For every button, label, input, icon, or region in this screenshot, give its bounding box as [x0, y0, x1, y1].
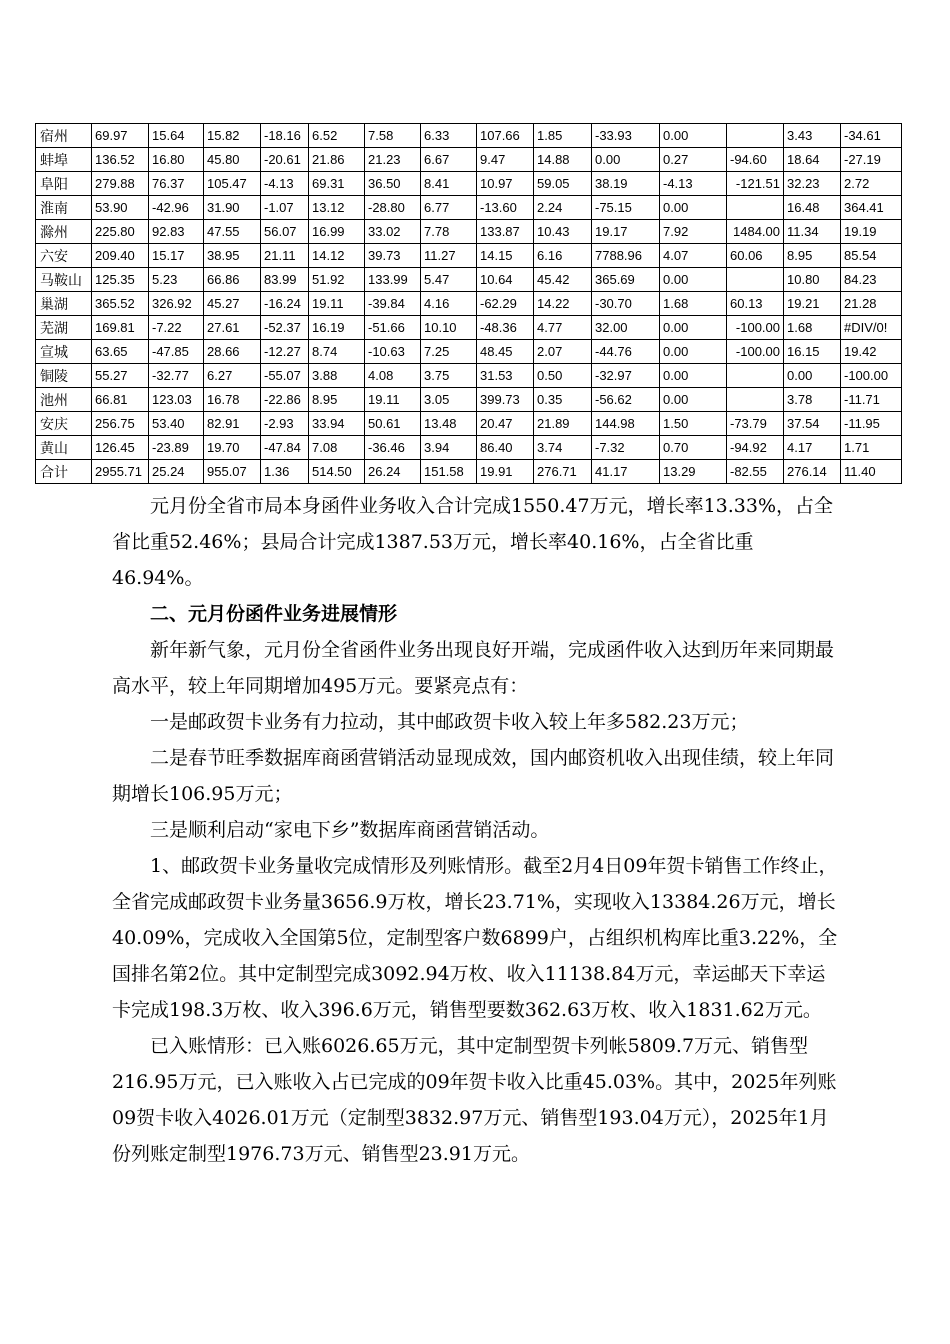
value-cell: 21.86: [309, 148, 365, 172]
value-cell: -30.70: [592, 292, 660, 316]
value-cell: 19.42: [841, 340, 902, 364]
value-cell: -20.61: [261, 148, 309, 172]
region-cell: 阜阳: [36, 172, 92, 196]
region-cell: 铜陵: [36, 364, 92, 388]
value-cell: 19.70: [204, 436, 261, 460]
value-cell: 16.15: [784, 340, 841, 364]
value-cell: 6.67: [421, 148, 477, 172]
value-cell: -23.89: [149, 436, 204, 460]
value-cell: -22.86: [261, 388, 309, 412]
value-cell: 276.71: [534, 460, 592, 484]
value-cell: [727, 124, 784, 148]
value-cell: -39.84: [365, 292, 421, 316]
value-cell: 36.50: [365, 172, 421, 196]
value-cell: 11.27: [421, 244, 477, 268]
value-cell: 144.98: [592, 412, 660, 436]
value-cell: 0.00: [660, 388, 727, 412]
value-cell: 399.73: [477, 388, 534, 412]
value-cell: 32.00: [592, 316, 660, 340]
value-cell: 60.13: [727, 292, 784, 316]
value-cell: 0.00: [660, 268, 727, 292]
paragraph-greeting-cards: 1、邮政贺卡业务量收完成情形及列账情形。截至2月4日09年贺卡销售工作终止，全省完成邮政贺卡业务量3656.9万枚，增长23.71%，实现收入13384.26万元，增长40.09%，完成收入全国第5位，定制型客户数6899户，占组织机构库比重3.22%，全国排名第2位。其中定制型完成3092.94万枚、收入11138.84万元，幸运邮天下幸运卡完成198.3万枚、收入396.6万元，销售型要数362.63万枚、收入1831.62万元。: [112, 855, 838, 1021]
value-cell: [727, 268, 784, 292]
value-cell: 25.24: [149, 460, 204, 484]
value-cell: 84.23: [841, 268, 902, 292]
region-cell: 宣城: [36, 340, 92, 364]
value-cell: 279.88: [92, 172, 149, 196]
value-cell: 19.91: [477, 460, 534, 484]
value-cell: 21.89: [534, 412, 592, 436]
value-cell: 4.07: [660, 244, 727, 268]
value-cell: 225.80: [92, 220, 149, 244]
value-cell: 1.36: [261, 460, 309, 484]
value-cell: 0.00: [660, 316, 727, 340]
value-cell: 16.80: [149, 148, 204, 172]
value-cell: -62.29: [477, 292, 534, 316]
value-cell: 38.95: [204, 244, 261, 268]
value-cell: 53.40: [149, 412, 204, 436]
value-cell: -94.60: [727, 148, 784, 172]
value-cell: 2955.71: [92, 460, 149, 484]
value-cell: 83.99: [261, 268, 309, 292]
value-cell: 0.00: [660, 364, 727, 388]
value-cell: 15.64: [149, 124, 204, 148]
value-cell: -28.80: [365, 196, 421, 220]
value-cell: 13.48: [421, 412, 477, 436]
paragraph-booked: 已入账情形：已入账6026.65万元，其中定制型贺卡列帐5809.7万元、销售型216.95万元，已入账收入占已完成的09年贺卡收入比重45.03%。其中，2025年列账09贺卡收入4026.01万元（定制型3832.97万元、销售型193.04万元），2025年1月份列账定制型1976.73万元、销售型23.91万元。: [112, 1035, 837, 1165]
table-row: [36, 220, 902, 244]
value-cell: 16.48: [784, 196, 841, 220]
table-row: [36, 460, 902, 484]
value-cell: 6.77: [421, 196, 477, 220]
value-cell: -75.15: [592, 196, 660, 220]
value-cell: -44.76: [592, 340, 660, 364]
value-cell: -4.13: [261, 172, 309, 196]
value-cell: 6.27: [204, 364, 261, 388]
value-cell: 50.61: [365, 412, 421, 436]
value-cell: 107.66: [477, 124, 534, 148]
table-row: [36, 364, 902, 388]
value-cell: 3.75: [421, 364, 477, 388]
region-cell: 淮南: [36, 196, 92, 220]
value-cell: 326.92: [149, 292, 204, 316]
table-row: [36, 196, 902, 220]
value-cell: 3.74: [534, 436, 592, 460]
region-cell: 池州: [36, 388, 92, 412]
value-cell: 26.24: [365, 460, 421, 484]
value-cell: -11.95: [841, 412, 902, 436]
value-cell: 16.78: [204, 388, 261, 412]
value-cell: 10.97: [477, 172, 534, 196]
value-cell: -27.19: [841, 148, 902, 172]
value-cell: 169.81: [92, 316, 149, 340]
value-cell: 19.11: [309, 292, 365, 316]
section-heading: 二、元月份函件业务进展情形: [150, 603, 398, 625]
value-cell: 133.99: [365, 268, 421, 292]
value-cell: 1.50: [660, 412, 727, 436]
value-cell: -47.84: [261, 436, 309, 460]
body-text: [112, 488, 842, 1172]
value-cell: -51.66: [365, 316, 421, 340]
value-cell: -2.93: [261, 412, 309, 436]
value-cell: 7.58: [365, 124, 421, 148]
highlight-point-2: 二是春节旺季数据库商函营销活动显现成效，国内邮资机收入出现佳绩，较上年同期增长106.95万元；: [112, 747, 835, 805]
value-cell: 0.00: [660, 124, 727, 148]
value-cell: 14.15: [477, 244, 534, 268]
value-cell: -56.62: [592, 388, 660, 412]
value-cell: 0.00: [660, 340, 727, 364]
value-cell: 364.41: [841, 196, 902, 220]
value-cell: -48.36: [477, 316, 534, 340]
value-cell: 1.71: [841, 436, 902, 460]
value-cell: -12.27: [261, 340, 309, 364]
value-cell: 7.92: [660, 220, 727, 244]
value-cell: 11.34: [784, 220, 841, 244]
value-cell: 86.40: [477, 436, 534, 460]
table-row: [36, 316, 902, 340]
value-cell: 47.55: [204, 220, 261, 244]
value-cell: 1.68: [784, 316, 841, 340]
region-cell: 合计: [36, 460, 92, 484]
value-cell: 27.61: [204, 316, 261, 340]
value-cell: 19.19: [841, 220, 902, 244]
value-cell: 66.86: [204, 268, 261, 292]
value-cell: #DIV/0!: [841, 316, 902, 340]
value-cell: 4.77: [534, 316, 592, 340]
table-row: [36, 436, 902, 460]
value-cell: -55.07: [261, 364, 309, 388]
value-cell: 6.16: [534, 244, 592, 268]
table-body: [36, 124, 902, 484]
value-cell: 15.17: [149, 244, 204, 268]
value-cell: 48.45: [477, 340, 534, 364]
value-cell: 5.23: [149, 268, 204, 292]
value-cell: 2.72: [841, 172, 902, 196]
value-cell: 21.28: [841, 292, 902, 316]
value-cell: 0.50: [534, 364, 592, 388]
value-cell: 18.64: [784, 148, 841, 172]
value-cell: 6.33: [421, 124, 477, 148]
region-cell: 宿州: [36, 124, 92, 148]
value-cell: 16.99: [309, 220, 365, 244]
value-cell: 7.08: [309, 436, 365, 460]
highlight-point-3: 三是顺利启动“家电下乡”数据库商函营销活动。: [150, 819, 550, 841]
value-cell: 4.08: [365, 364, 421, 388]
value-cell: 0.35: [534, 388, 592, 412]
value-cell: 21.23: [365, 148, 421, 172]
value-cell: 256.75: [92, 412, 149, 436]
value-cell: [727, 196, 784, 220]
value-cell: 66.81: [92, 388, 149, 412]
value-cell: 82.91: [204, 412, 261, 436]
value-cell: 136.52: [92, 148, 149, 172]
value-cell: 365.69: [592, 268, 660, 292]
region-cell: 滁州: [36, 220, 92, 244]
value-cell: 37.54: [784, 412, 841, 436]
value-cell: 38.19: [592, 172, 660, 196]
value-cell: 45.27: [204, 292, 261, 316]
value-cell: 14.12: [309, 244, 365, 268]
value-cell: 7.78: [421, 220, 477, 244]
value-cell: 13.29: [660, 460, 727, 484]
value-cell: 53.90: [92, 196, 149, 220]
value-cell: 92.83: [149, 220, 204, 244]
value-cell: 39.73: [365, 244, 421, 268]
value-cell: 69.97: [92, 124, 149, 148]
value-cell: 69.31: [309, 172, 365, 196]
value-cell: -34.61: [841, 124, 902, 148]
value-cell: 14.22: [534, 292, 592, 316]
value-cell: [727, 364, 784, 388]
value-cell: 11.40: [841, 460, 902, 484]
value-cell: -36.46: [365, 436, 421, 460]
value-cell: 3.94: [421, 436, 477, 460]
value-cell: 7.25: [421, 340, 477, 364]
value-cell: -100.00: [841, 364, 902, 388]
value-cell: 133.87: [477, 220, 534, 244]
value-cell: -18.16: [261, 124, 309, 148]
value-cell: -4.13: [660, 172, 727, 196]
value-cell: 6.52: [309, 124, 365, 148]
value-cell: 51.92: [309, 268, 365, 292]
region-cell: 安庆: [36, 412, 92, 436]
value-cell: 365.52: [92, 292, 149, 316]
table-row: [36, 292, 902, 316]
value-cell: 19.21: [784, 292, 841, 316]
value-cell: 1.68: [660, 292, 727, 316]
value-cell: 56.07: [261, 220, 309, 244]
value-cell: 21.11: [261, 244, 309, 268]
value-cell: [727, 388, 784, 412]
value-cell: 9.47: [477, 148, 534, 172]
value-cell: 8.95: [309, 388, 365, 412]
value-cell: 10.64: [477, 268, 534, 292]
table-row: [36, 340, 902, 364]
region-cell: 黄山: [36, 436, 92, 460]
region-cell: 六安: [36, 244, 92, 268]
value-cell: 10.80: [784, 268, 841, 292]
value-cell: -16.24: [261, 292, 309, 316]
region-cell: 芜湖: [36, 316, 92, 340]
value-cell: -94.92: [727, 436, 784, 460]
value-cell: 31.53: [477, 364, 534, 388]
value-cell: -100.00: [727, 340, 784, 364]
value-cell: -52.37: [261, 316, 309, 340]
value-cell: 19.11: [365, 388, 421, 412]
table-row: [36, 388, 902, 412]
value-cell: 276.14: [784, 460, 841, 484]
value-cell: 45.42: [534, 268, 592, 292]
value-cell: 85.54: [841, 244, 902, 268]
paragraph-overview: 新年新气象，元月份全省函件业务出现良好开端，完成函件收入达到历年来同期最高水平，较上年同期增加495万元。要紧亮点有：: [112, 639, 835, 697]
value-cell: 3.43: [784, 124, 841, 148]
value-cell: 4.17: [784, 436, 841, 460]
region-cell: 蚌埠: [36, 148, 92, 172]
value-cell: 16.19: [309, 316, 365, 340]
value-cell: -82.55: [727, 460, 784, 484]
value-cell: 10.10: [421, 316, 477, 340]
value-cell: 33.02: [365, 220, 421, 244]
value-cell: 19.17: [592, 220, 660, 244]
value-cell: -7.22: [149, 316, 204, 340]
value-cell: 209.40: [92, 244, 149, 268]
table-row: [36, 148, 902, 172]
value-cell: -1.07: [261, 196, 309, 220]
value-cell: -11.71: [841, 388, 902, 412]
value-cell: -42.96: [149, 196, 204, 220]
table-row: [36, 124, 902, 148]
value-cell: 7788.96: [592, 244, 660, 268]
value-cell: 3.88: [309, 364, 365, 388]
value-cell: 0.27: [660, 148, 727, 172]
value-cell: 32.23: [784, 172, 841, 196]
value-cell: 10.43: [534, 220, 592, 244]
value-cell: 3.05: [421, 388, 477, 412]
highlight-point-1: 一是邮政贺卡业务有力拉动，其中邮政贺卡收入较上年多582.23万元；: [150, 711, 749, 733]
value-cell: 151.58: [421, 460, 477, 484]
value-cell: 3.78: [784, 388, 841, 412]
value-cell: 20.47: [477, 412, 534, 436]
value-cell: 76.37: [149, 172, 204, 196]
value-cell: 123.03: [149, 388, 204, 412]
region-cell: 巢湖: [36, 292, 92, 316]
value-cell: 33.94: [309, 412, 365, 436]
value-cell: -47.85: [149, 340, 204, 364]
value-cell: 41.17: [592, 460, 660, 484]
value-cell: -10.63: [365, 340, 421, 364]
value-cell: 15.82: [204, 124, 261, 148]
value-cell: -121.51: [727, 172, 784, 196]
value-cell: 63.65: [92, 340, 149, 364]
table-row: [36, 268, 902, 292]
value-cell: -73.79: [727, 412, 784, 436]
table-row: [36, 172, 902, 196]
value-cell: 8.95: [784, 244, 841, 268]
paragraph-summary: 元月份全省市局本身函件业务收入合计完成1550.47万元，增长率13.33%，占全省比重52.46%；县局合计完成1387.53万元，增长率40.16%，占全省比重46.94%。: [112, 495, 834, 589]
value-cell: -32.97: [592, 364, 660, 388]
value-cell: 2.24: [534, 196, 592, 220]
value-cell: 2.07: [534, 340, 592, 364]
value-cell: 514.50: [309, 460, 365, 484]
value-cell: 8.74: [309, 340, 365, 364]
value-cell: 59.05: [534, 172, 592, 196]
value-cell: 105.47: [204, 172, 261, 196]
value-cell: 0.00: [592, 148, 660, 172]
value-cell: 126.45: [92, 436, 149, 460]
value-cell: 14.88: [534, 148, 592, 172]
table-row: [36, 244, 902, 268]
table-row: [36, 412, 902, 436]
value-cell: 1.85: [534, 124, 592, 148]
revenue-table: [35, 123, 902, 484]
value-cell: 0.70: [660, 436, 727, 460]
value-cell: 0.00: [660, 196, 727, 220]
value-cell: -13.60: [477, 196, 534, 220]
value-cell: 1484.00: [727, 220, 784, 244]
value-cell: 55.27: [92, 364, 149, 388]
value-cell: 4.16: [421, 292, 477, 316]
value-cell: 60.06: [727, 244, 784, 268]
value-cell: 13.12: [309, 196, 365, 220]
value-cell: 45.80: [204, 148, 261, 172]
value-cell: 125.35: [92, 268, 149, 292]
value-cell: 8.41: [421, 172, 477, 196]
value-cell: 955.07: [204, 460, 261, 484]
value-cell: 0.00: [784, 364, 841, 388]
value-cell: 5.47: [421, 268, 477, 292]
value-cell: -7.32: [592, 436, 660, 460]
value-cell: -33.93: [592, 124, 660, 148]
region-cell: 马鞍山: [36, 268, 92, 292]
value-cell: 28.66: [204, 340, 261, 364]
value-cell: -32.77: [149, 364, 204, 388]
value-cell: 31.90: [204, 196, 261, 220]
value-cell: -100.00: [727, 316, 784, 340]
